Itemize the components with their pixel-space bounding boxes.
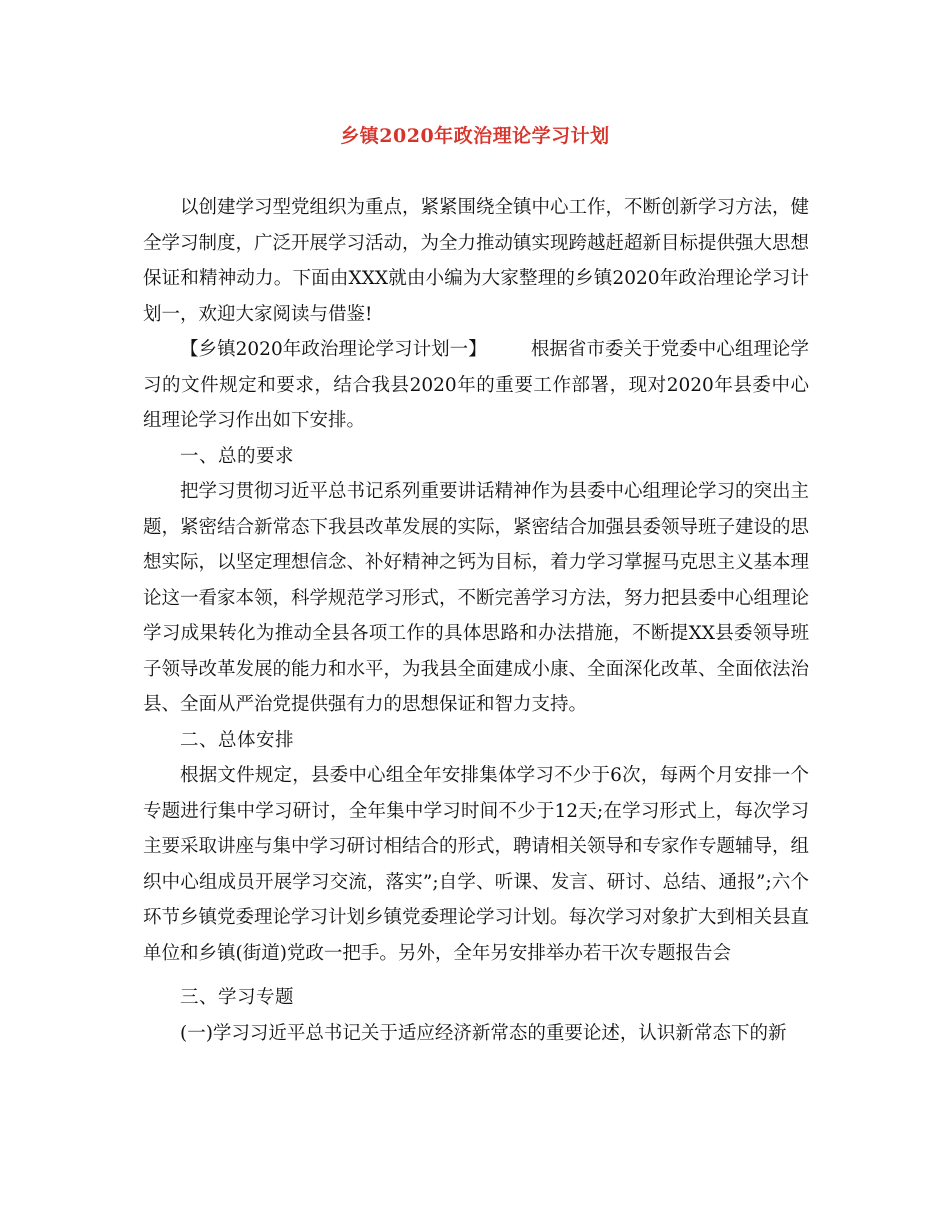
section-heading-topics: 三、学习专题 <box>180 987 295 1008</box>
topic-one-paragraph: (一)学习习近平总书记关于适应经济新常态的重要论述，认识新常态下的新 <box>180 1022 787 1044</box>
plan-one-paragraph <box>143 332 809 439</box>
document-body <box>143 190 809 1051</box>
requirements-paragraph: 把学习贯彻习近平总书记系列重要讲话精神作为县委中心组理论学习的突出主题，紧密结合新常态下我县改革发展的实际，紧密结合加强县委领导班子建设的思想实际，以坚定理想信念、补好精神之钙为目标，着力学习掌握马克思主义基本理论这一看家本领，科学规范学习形式，不断完善学习方法，努力把县委中心组理论学习成果转化为推动全县各项工作的具体思路和办法措施，不断提XX县委领导班子领导改革发展的能力和水平，为我县全面建成小康、全面深化改革、全面依法治县、全面从严治党提供强有力的思想保证和智力支持。 <box>143 481 810 715</box>
section-heading-requirements: 一、总的要求 <box>180 445 295 467</box>
arrangement-paragraph: 根据文件规定，县委中心组全年安排集体学习不少于6次，每两个月安排一个专题进行集中学习研讨，全年集中学习时间不少于12天;在学习形式上，每次学习主要采取讲座与集中学习研讨相结合的形式，聘请相关领导和专家作专题辅导，组织中心组成员开展学习交流，落实”;自学、听课、发言、研讨、总结、通报”;六个环节乡镇党委理论学习计划乡镇党委理论学习计划。每次学习对象扩大到相关县直单位和乡镇(街道)党政一把手。另外，全年另安排举办若干次专题报告会 <box>143 765 810 964</box>
plan-one-text: 根据省市委关于党委中心组理论学习的文件规定和要求，结合我县2020年的重要工作部署，现对2020年县委中心组理论学习作出如下安排。 <box>143 339 809 431</box>
section-heading-arrangement: 二、总体安排 <box>180 729 295 751</box>
document-title: 乡镇2020年政治理论学习计划 <box>340 125 610 147</box>
intro-paragraph: 以创建学习型党组织为重点，紧紧围绕全镇中心工作，不断创新学习方法，健全学习制度，广泛开展学习活动，为全力推动镇实现跨越赶超新目标提供强大思想保证和精神动力。下面由XXX就由小编为大家整理的乡镇2020年政治理论学习计划一，欢迎大家阅读与借鉴! <box>143 197 810 325</box>
plan-one-label: 【乡镇2020年政治理论学习计划一】 <box>180 339 487 360</box>
